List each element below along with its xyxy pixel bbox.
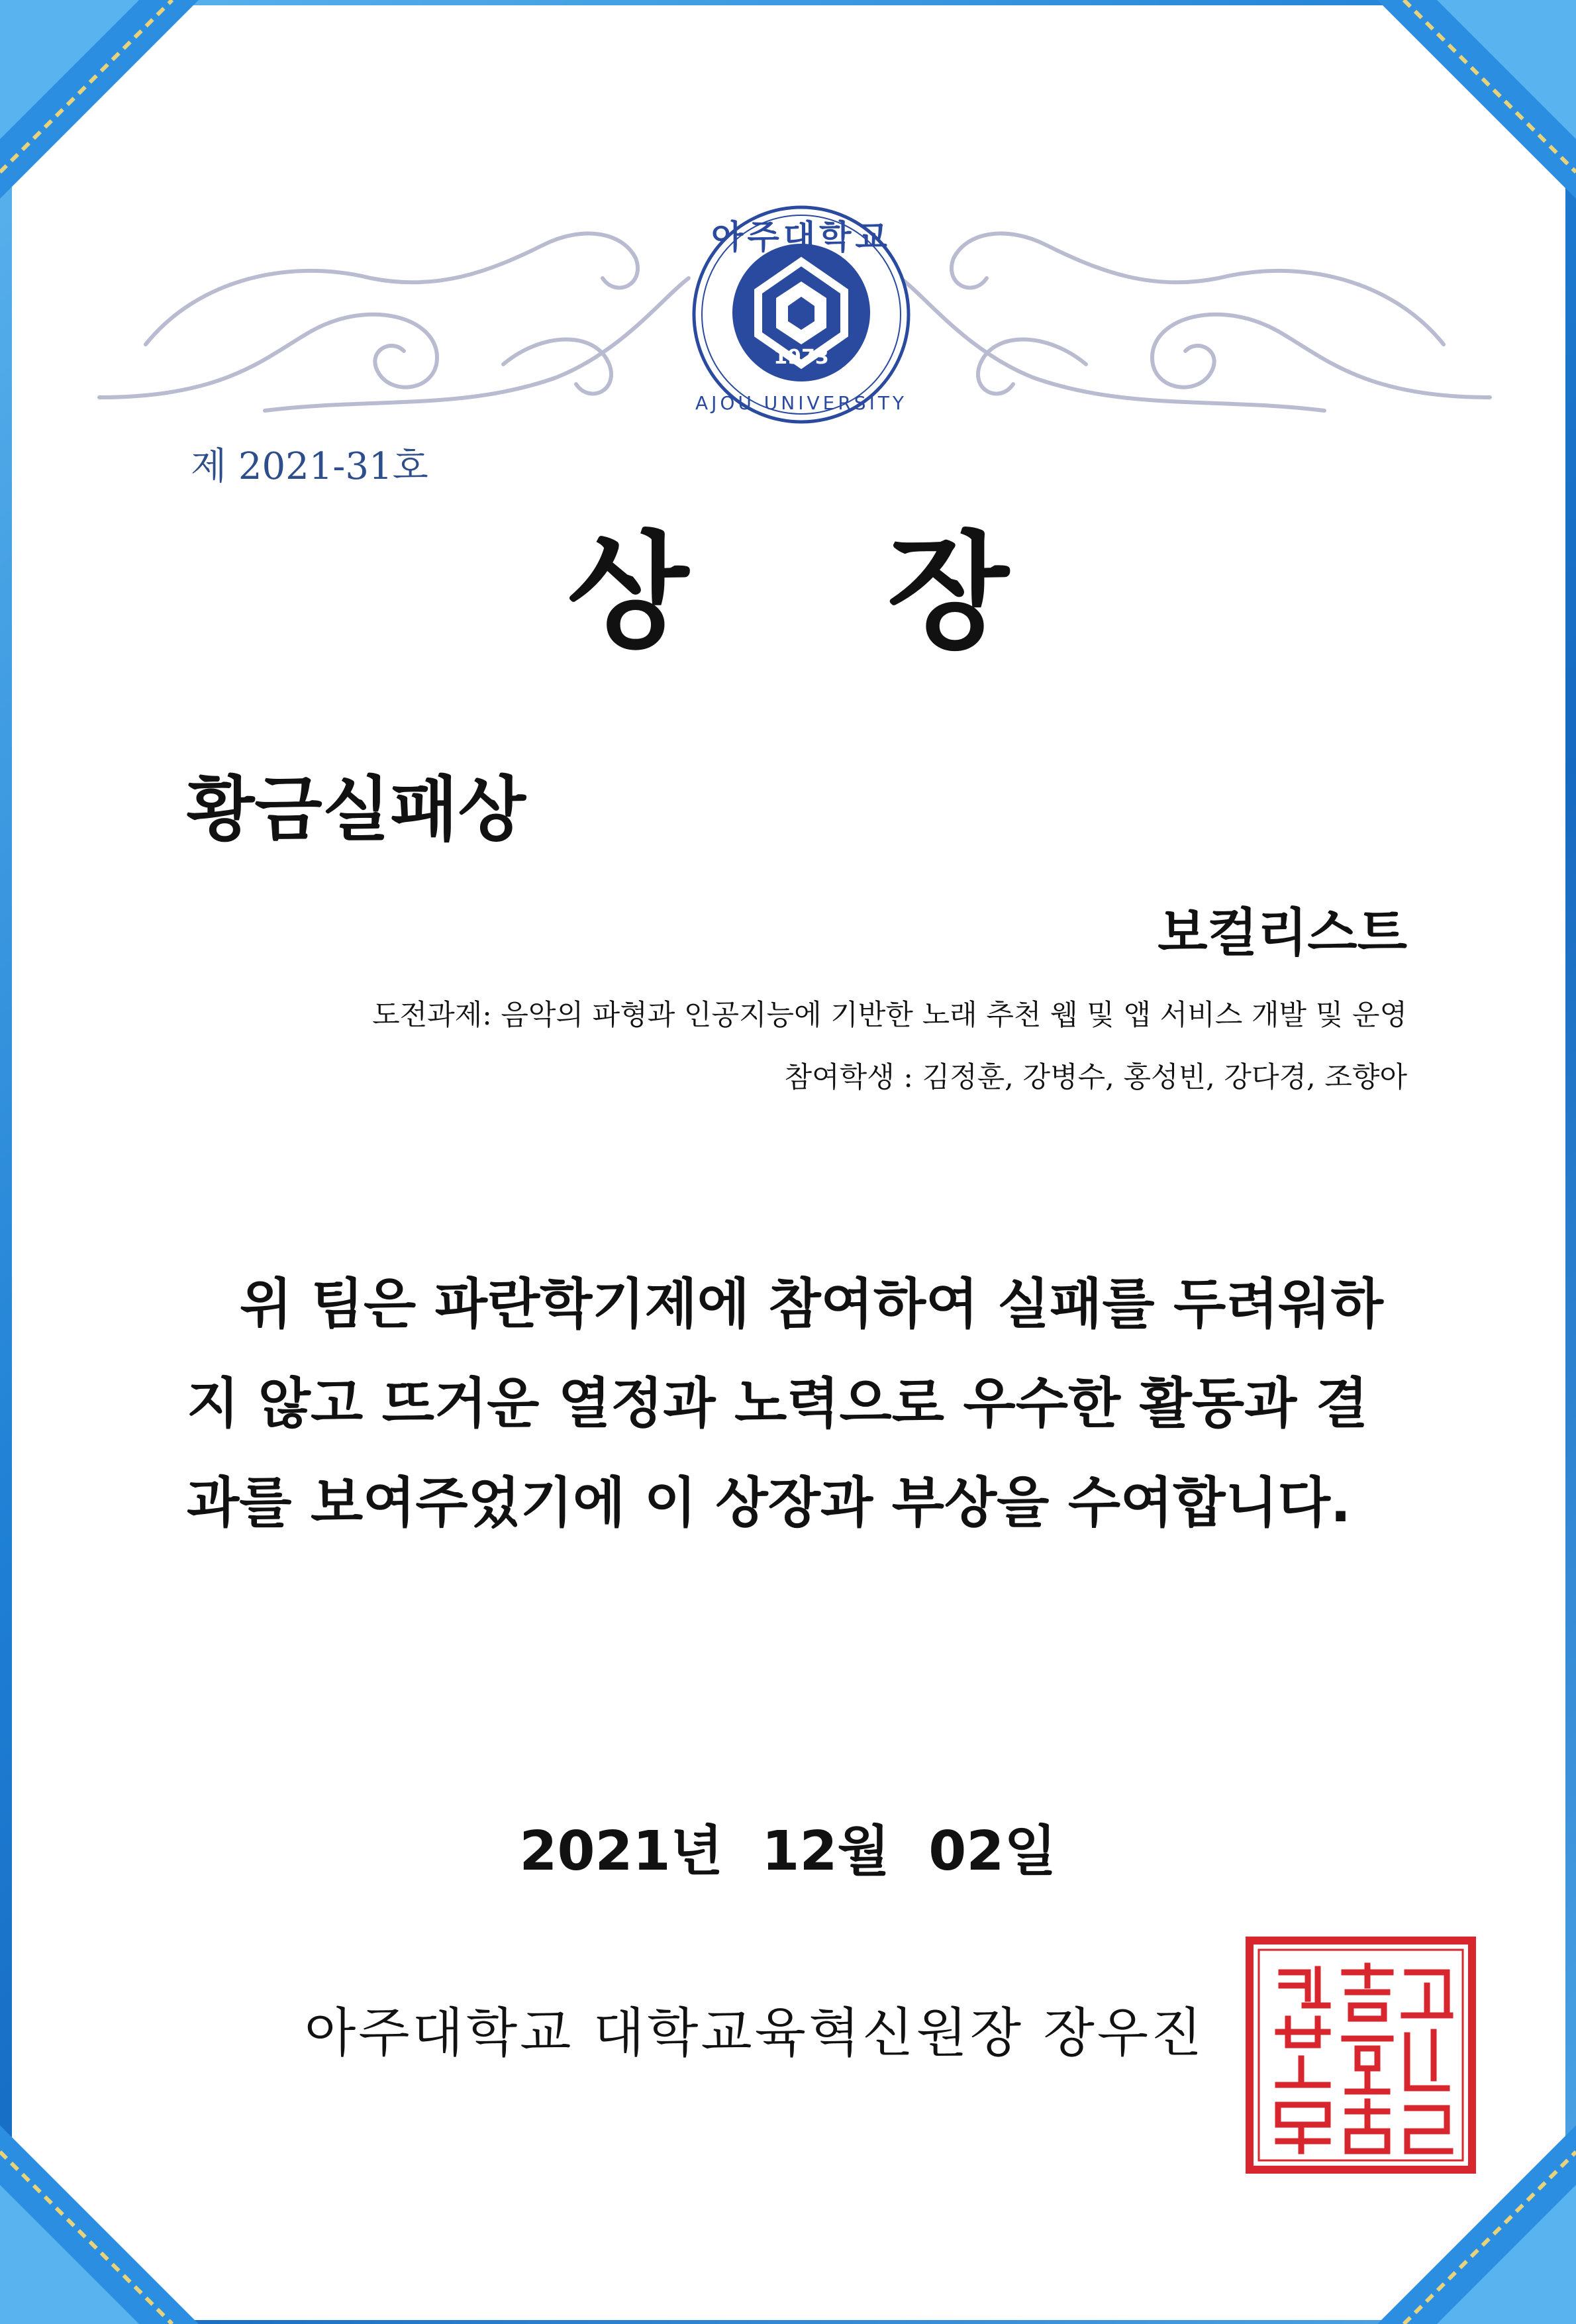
citation-line: 과를 보여주었기에 이 상장과 부상을 수여합니다. [187, 1472, 1352, 1535]
corner-ribbon-bottom-left [0, 2046, 278, 2324]
award-date: 2021년 12월 02일 [519, 1820, 1057, 1883]
certificate-title: 상장 [567, 519, 1208, 666]
emblem-year: 1973 [773, 346, 829, 369]
emblem-korean-name: 아주대학교 [711, 218, 891, 256]
participating-students: 참여학생 : 김정훈, 강병수, 홍성빈, 강다경, 조향아 [784, 1061, 1407, 1094]
team-name: 보컬리스트 [1157, 903, 1407, 963]
certificate-serial-number: 제 2021-31호 [191, 445, 428, 488]
citation-line: 위 팀은 파란학기제에 참여하여 실패를 두려워하 [240, 1273, 1383, 1336]
emblem-english-name: AJOU UNIVERSITY [695, 392, 908, 414]
citation-text [187, 1255, 1408, 1553]
award-name: 황금실패상 [187, 769, 526, 850]
official-red-seal [1242, 1933, 1480, 2178]
citation-line: 지 않고 뜨거운 열정과 노력으로 우수한 활동과 결 [187, 1372, 1369, 1435]
university-emblem [689, 199, 914, 430]
signer-name: 아주대학교 대학교육혁신원장 장우진 [305, 2002, 1205, 2064]
challenge-description: 도전과제: 음악의 파형과 인공지능에 기반한 노래 추천 웹 및 앱 서비스 개발 및 운영 [372, 999, 1407, 1032]
